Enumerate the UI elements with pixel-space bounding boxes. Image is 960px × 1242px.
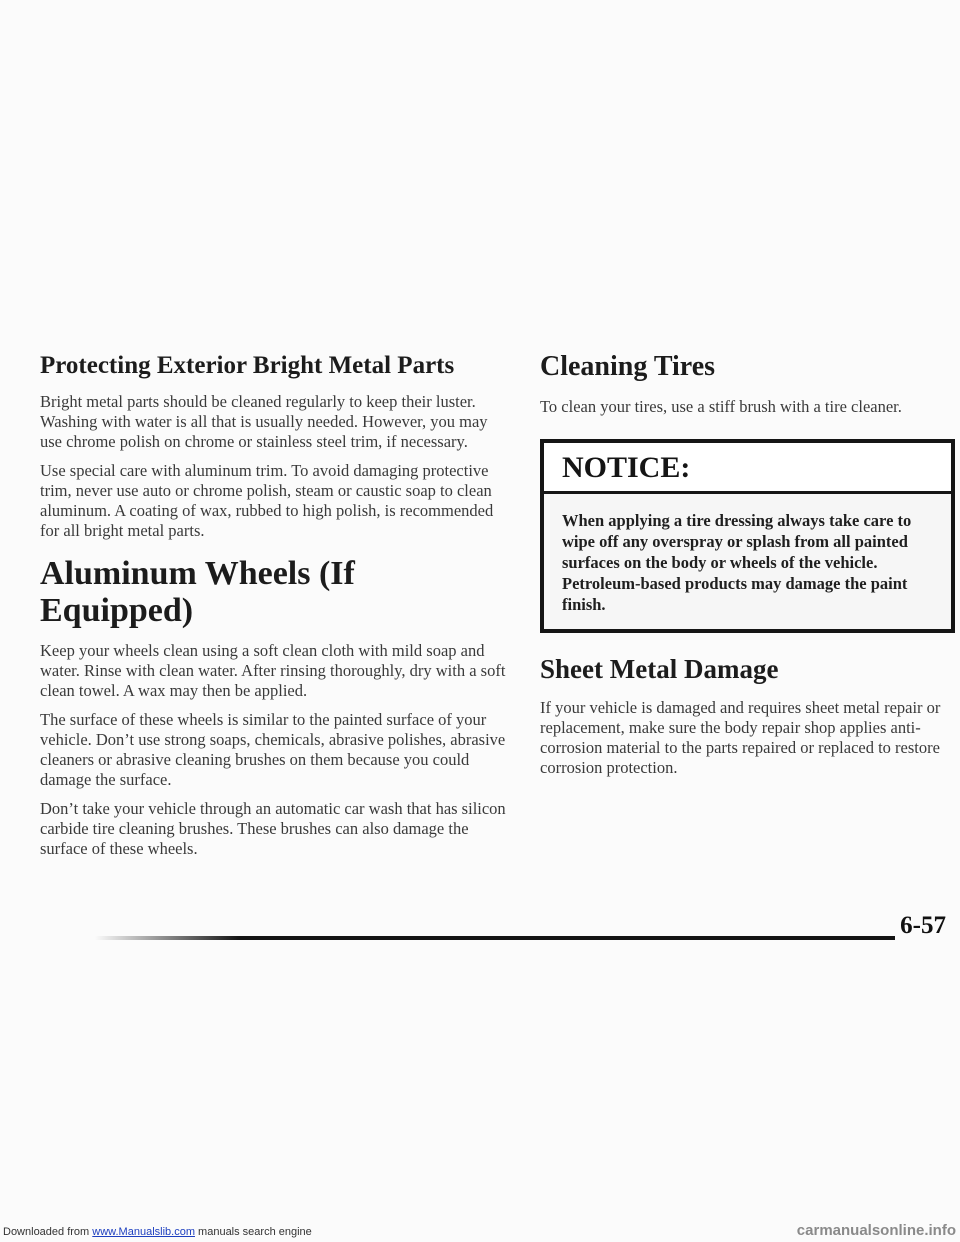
section-title-bright-metal: Protecting Exterior Bright Metal Parts (40, 352, 455, 379)
paragraph: To clean your tires, use a stiff brush with a tire cleaner. (540, 396, 902, 416)
page-number: 6-57 (900, 912, 946, 939)
paragraph: The surface of these wheels is similar to the painted surface of your vehicle. Don’t use strong soaps, chemicals, abrasive polishes, abrasive cleaners or abrasive cleaning brushes on them because you could damage the surface. (40, 710, 506, 790)
watermark: carmanualsonline.info (796, 1222, 956, 1239)
paragraph: Don’t take your vehicle through an automatic car wash that has silicon carbide tire cleaning brushes. These brushes can also damage the surface of these wheels. (40, 799, 506, 859)
download-credit (3, 1226, 312, 1238)
section-title-aluminum-wheels: Aluminum Wheels (If Equipped) (40, 554, 355, 629)
paragraph: Bright metal parts should be cleaned regularly to keep their luster. Washing with water is all that is usually needed. However, you may use chrome polish on chrome or stainless steel trim, if necessary. (40, 391, 488, 451)
footer-rule (95, 936, 895, 940)
paragraph: Use special care with aluminum trim. To avoid damaging protective trim, never use auto or chrome polish, steam or caustic soap to clean aluminum. A coating of wax, rubbed to high polish, is recommended for all bright metal parts. (40, 460, 494, 540)
notice-body: When applying a tire dressing always take care to wipe off any overspray or splash from all painted surfaces on the body or wheels of the vehicle. Petroleum-based products may damage the paint finish. (562, 510, 912, 614)
section-title-sheet-metal: Sheet Metal Damage (540, 653, 779, 684)
section-title-cleaning-tires: Cleaning Tires (540, 351, 716, 382)
notice-box (540, 439, 955, 633)
right-column (540, 352, 955, 787)
left-column (40, 352, 510, 868)
download-prefix: Downloaded from (3, 1226, 90, 1238)
download-suffix: manuals search engine (198, 1226, 312, 1238)
paragraph: Keep your wheels clean using a soft clean cloth with mild soap and water. Rinse with clean water. After rinsing thoroughly, dry with a soft clean towel. A wax may then be applied. (40, 641, 506, 701)
paragraph: If your vehicle is damaged and requires sheet metal repair or replacement, make sure the body repair shop applies anti-corrosion material to the parts repaired or replaced to restore corrosion protection. (540, 698, 941, 778)
notice-heading: NOTICE: (544, 443, 951, 494)
manualslib-link[interactable]: www.Manualslib.com (92, 1226, 195, 1238)
